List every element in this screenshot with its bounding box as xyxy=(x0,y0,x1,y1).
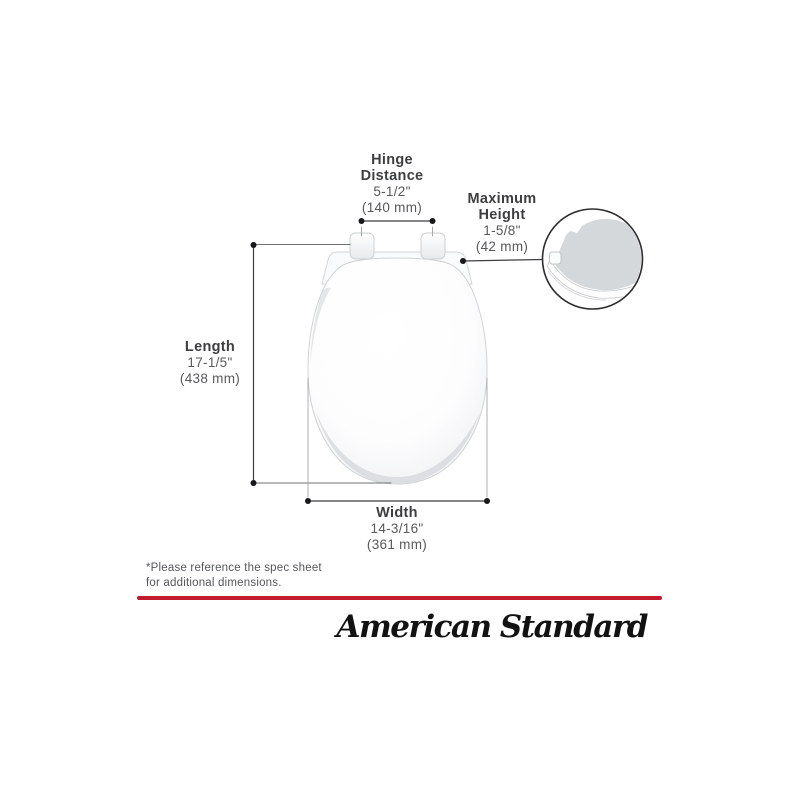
hinge-distance-value-mm: (140 mm) xyxy=(361,200,423,215)
width-value-inches: 14-3/16" xyxy=(370,521,424,536)
length-value-inches: 17-1/5" xyxy=(187,355,233,370)
width-label-text: Width xyxy=(376,505,418,521)
seat-hinge-left-cap xyxy=(350,233,374,259)
hinge-distance-label-line1: Hinge xyxy=(371,152,413,168)
max-height-label-line2: Height xyxy=(478,207,526,223)
seat-hinge-right-cap xyxy=(421,233,445,259)
max-height-value-inches: 1-5/8" xyxy=(483,223,521,238)
max-height-label xyxy=(468,191,537,255)
length-value-mm: (438 mm) xyxy=(179,371,241,386)
hinge-distance-label xyxy=(361,152,424,216)
seat-top-view xyxy=(308,233,487,484)
width-label xyxy=(367,505,427,553)
detail-inset xyxy=(543,209,651,309)
hinge-distance-value-inches: 5-1/2" xyxy=(373,184,411,199)
brand-red-divider xyxy=(137,596,662,600)
max-height-leader-line xyxy=(460,258,543,264)
american-standard-logo: American Standard xyxy=(336,609,647,645)
footnote-line2: for additional dimensions. xyxy=(146,576,282,589)
spec-sheet-footnote xyxy=(146,561,322,590)
hinge-distance-label-line2: Distance xyxy=(360,168,424,184)
length-label xyxy=(180,339,240,387)
footnote-line1: *Please reference the spec sheet xyxy=(146,562,322,574)
length-label-text: Length xyxy=(184,339,236,355)
max-height-value-mm: (42 mm) xyxy=(475,239,529,254)
max-height-label-line1: Maximum xyxy=(467,191,537,207)
width-value-mm: (361 mm) xyxy=(366,537,428,552)
seat-bumper xyxy=(550,252,562,264)
